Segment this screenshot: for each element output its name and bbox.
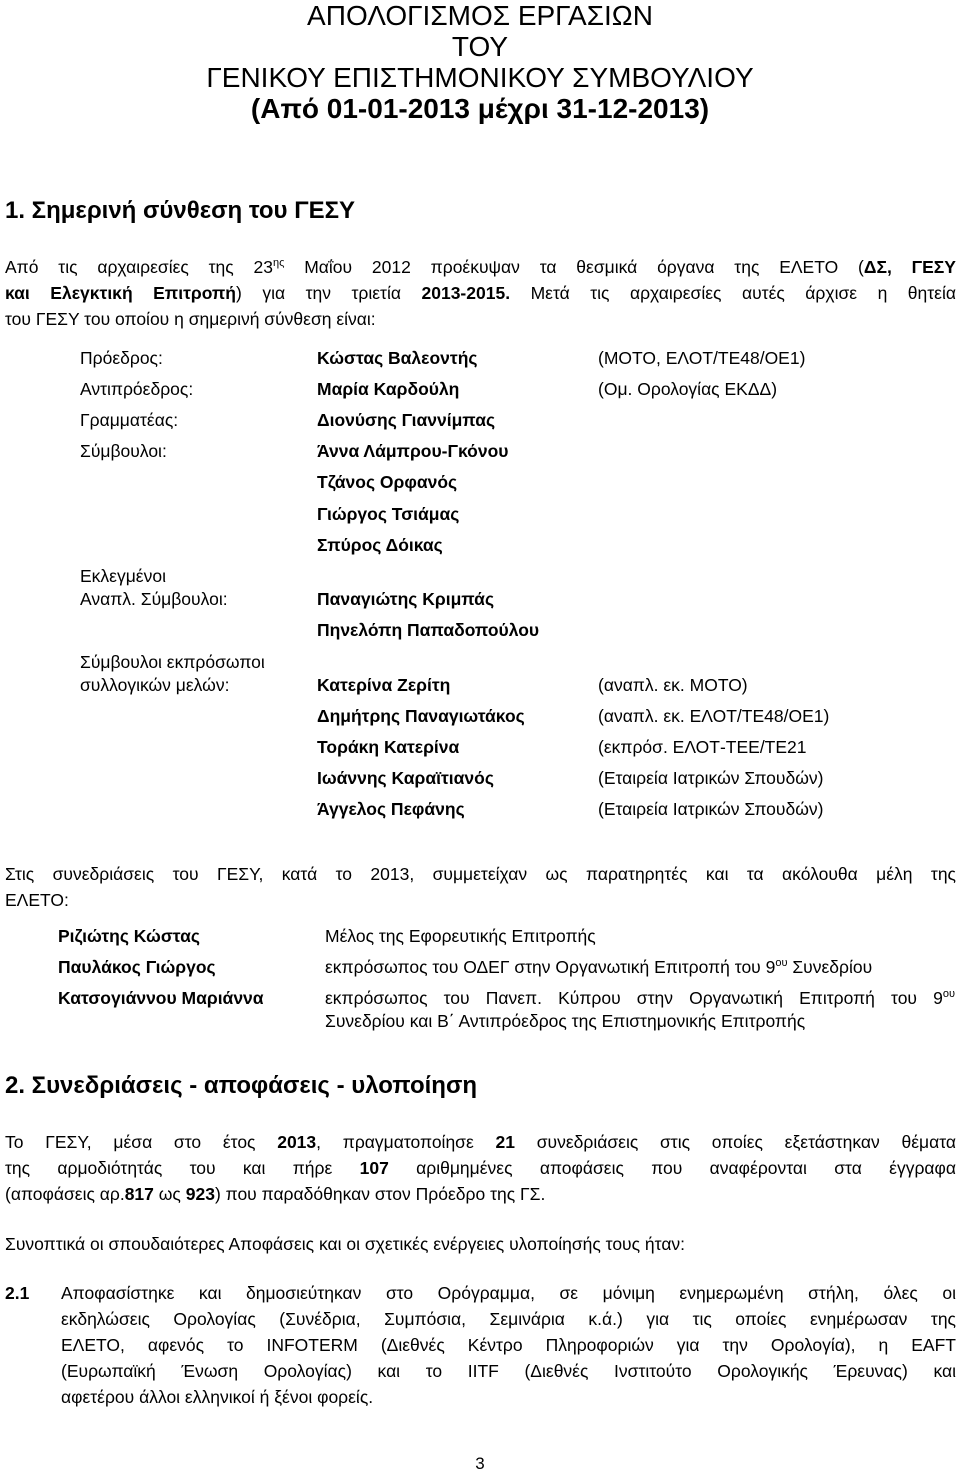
p1-text: Το ΓΕΣΥ, μέσα στο έτος	[5, 1132, 278, 1152]
intro-bold: και Ελεγκτική Επιτροπή	[5, 283, 236, 303]
p1-text: αριθμημένες αποφάσεις που αναφέρονται στα έγγραφα	[388, 1158, 956, 1178]
observers-intro-line-2: ΕΛΕΤΟ:	[5, 890, 69, 910]
p1-line-1	[5, 1129, 956, 1155]
intro-text: Μαΐου 2012 προέκυψαν τα θεσμικά όργανα της ΕΛΕΤΟ (	[284, 257, 864, 277]
section-2-paragraph-2: Συνοπτικά οι σπουδαιότερες Αποφάσεις και οι σχετικές ενέργειες υλοποίησής τους ήταν:	[5, 1234, 686, 1254]
observer-desc	[325, 956, 872, 978]
section-2-heading: 2. Συνεδριάσεις - αποφάσεις - υλοποίηση	[5, 1072, 478, 1099]
observer-desc-text: Συνεδρίου	[787, 957, 873, 977]
intro-line-3: του ΓΕΣΥ του οποίου η σημερινή σύνθεση είναι:	[5, 309, 376, 329]
roster-name: Γιώργος Τσιάμας	[317, 504, 460, 524]
roster-note: (Ομ. Ορολογίας ΕΚΔΔ)	[598, 379, 778, 399]
section-2-paragraph-1	[5, 1129, 956, 1207]
roster-name: Μαρία Καρδούλη	[317, 379, 460, 399]
representative-note: (εκπρόσ. ΕΛΟΤ-ΤΕΕ/ΤΕ21	[598, 737, 807, 757]
title-line-1: ΑΠΟΛΟΓΙΣΜΟΣ ΕΡΓΑΣΙΩΝ	[307, 0, 653, 31]
representative-note: (Εταιρεία Ιατρικών Σπουδών)	[598, 768, 824, 788]
item-line-1: Αποφασίστηκε και δημοσιεύτηκαν στο Ορόγραμμα, σε μόνιμη ενημερωμένη στήλη, όλες οι	[61, 1283, 956, 1303]
title-line-2: ΤΟΥ	[451, 31, 509, 62]
observer-desc-superscript: ου	[942, 988, 955, 1000]
roster-name: Άννα Λάμπρου-Γκόνου	[317, 441, 509, 461]
observers-intro-line-1: Στις συνεδριάσεις του ΓΕΣΥ, κατά το 2013, συμμετείχαν ως παρατηρητές και τα ακόλουθα μέλη της	[5, 864, 956, 884]
roster-role: Αντιπρόεδρος:	[80, 379, 194, 399]
observer-desc: Μέλος της Εφορευτικής Επιτροπής	[325, 926, 596, 946]
roster-name: Τζάνος Ορφανός	[317, 472, 458, 492]
p1-decision-to: 923	[185, 1184, 215, 1204]
representative-note: (Εταιρεία Ιατρικών Σπουδών)	[598, 799, 824, 819]
p1-decisions-count: 107	[359, 1158, 389, 1178]
p1-text: , πραγματοποίησε	[316, 1132, 496, 1152]
title-line-3: ΓΕΝΙΚΟΥ ΕΠΙΣΤΗΜΟΝΙΚΟΥ ΣΥΜΒΟΥΛΙΟΥ	[206, 62, 754, 93]
roster-name: Σπύρος Δόικας	[317, 535, 443, 555]
p1-text: ) που παραδόθηκαν στον Πρόεδρο της ΓΣ.	[214, 1184, 546, 1204]
intro-text: Από τις αρχαιρεσίες της 23	[5, 257, 273, 277]
p1-text: της αρμοδιότητάς του και πήρε	[5, 1158, 360, 1178]
representative-name: Άγγελος Πεφάνης	[317, 799, 465, 819]
observer-desc	[325, 987, 955, 1009]
roster-note: (ΜΟΤΟ, ΕΛΟΤ/ΤΕ48/ΟΕ1)	[598, 348, 806, 368]
representatives-role: συλλογικών μελών:	[80, 675, 230, 695]
section-1-heading: 1. Σημερινή σύνθεση του ΓΕΣΥ	[5, 197, 356, 224]
representative-name: Ιωάννης Καραϊτιανός	[317, 768, 494, 788]
observer-name: Ριζιώτης Κώστας	[58, 926, 200, 946]
intro-superscript: ης	[272, 257, 285, 269]
alternate-name: Πηνελόπη Παπαδοπούλου	[317, 620, 540, 640]
item-text	[61, 1280, 956, 1410]
representative-name: Τοράκη Κατερίνα	[317, 737, 460, 757]
item-line-2: εκδηλώσεις Ορολογίας (Συνέδρια, Συμπόσια, Σεμινάρια κ.ά.) για τις οποίες ενημέρωσαν της	[61, 1309, 956, 1329]
alternates-role: Εκλεγμένοι	[80, 566, 166, 586]
roster-name: Κώστας Βαλεοντής	[317, 348, 478, 368]
intro-bold: 2013-2015.	[421, 283, 511, 303]
intro-text: Μετά τις αρχαιρεσίες αυτές άρχισε η θητεία	[510, 283, 956, 303]
observer-name: Κατσογιάννου Μαριάννα	[58, 988, 264, 1008]
item-line-5: αφετέρου άλλοι ελληνικοί ή ξένοι φορείς.	[61, 1387, 374, 1407]
item-number: 2.1	[5, 1283, 30, 1303]
intro-line-1	[5, 254, 956, 280]
observer-desc-line-2: Συνεδρίου και Β΄ Αντιπρόεδρος της Επιστημονικής Επιτροπής	[325, 1011, 806, 1031]
item-line-4: (Ευρωπαϊκή Ένωση Ορολογίας) και το IITF (Διεθνές Ινστιτούτο Ορολογικής Έρευνας) και	[61, 1361, 956, 1381]
observer-desc-superscript: ου	[775, 957, 788, 969]
roster-name: Διονύσης Γιαννίμπας	[317, 410, 496, 430]
p1-text: (αποφάσεις αρ.	[5, 1184, 125, 1204]
p1-meetings-count: 21	[495, 1132, 515, 1152]
p1-line-3	[5, 1181, 956, 1207]
roster-role: Πρόεδρος:	[80, 348, 163, 368]
p1-text: συνεδριάσεις στις οποίες εξετάστηκαν θέματα	[514, 1132, 956, 1152]
document-title	[0, 0, 960, 124]
p1-decision-from: 817	[124, 1184, 154, 1204]
representative-note: (αναπλ. εκ. ΜΟΤΟ)	[598, 675, 748, 695]
title-date-range: (Από 01-01-2013 μέχρι 31-12-2013)	[250, 93, 710, 124]
page-number: 3	[475, 1454, 485, 1473]
observer-desc-text: εκπρόσωπος του ΟΔΕΓ στην Οργανωτική Επιτροπή του 9	[325, 957, 776, 977]
item-line-3: ΕΛΕΤΟ, αφενός το INFOTERM (Διεθνές Κέντρο Πληροφοριών για την Ορολογία), η EAFT	[61, 1335, 956, 1355]
observer-name: Παυλάκος Γιώργος	[58, 957, 216, 977]
section-1-intro	[5, 254, 956, 332]
observer-desc-text: εκπρόσωπος του Πανεπ. Κύπρου στην Οργανωτική Επιτροπή του 9	[325, 988, 943, 1008]
intro-bold: ΔΣ, ΓΕΣΥ	[863, 257, 956, 277]
roster-role: Γραμματέας:	[80, 410, 179, 430]
representative-name: Δημήτρης Παναγιωτάκος	[317, 706, 525, 726]
roster-role: Σύμβουλοι:	[80, 441, 167, 461]
alternate-name: Παναγιώτης Κριμπάς	[317, 589, 495, 609]
p1-year: 2013	[277, 1132, 317, 1152]
intro-text: ) για την τριετία	[236, 283, 422, 303]
p1-text: ως	[153, 1184, 186, 1204]
intro-line-2	[5, 280, 956, 306]
representatives-role: Σύμβουλοι εκπρόσωποι	[80, 652, 265, 672]
alternates-role: Αναπλ. Σύμβουλοι:	[80, 589, 228, 609]
p1-line-2	[5, 1155, 956, 1181]
observers-intro	[5, 861, 956, 913]
representative-name: Κατερίνα Ζερίτη	[317, 675, 451, 695]
representative-note: (αναπλ. εκ. ΕΛΟΤ/ΤΕ48/ΟΕ1)	[598, 706, 830, 726]
